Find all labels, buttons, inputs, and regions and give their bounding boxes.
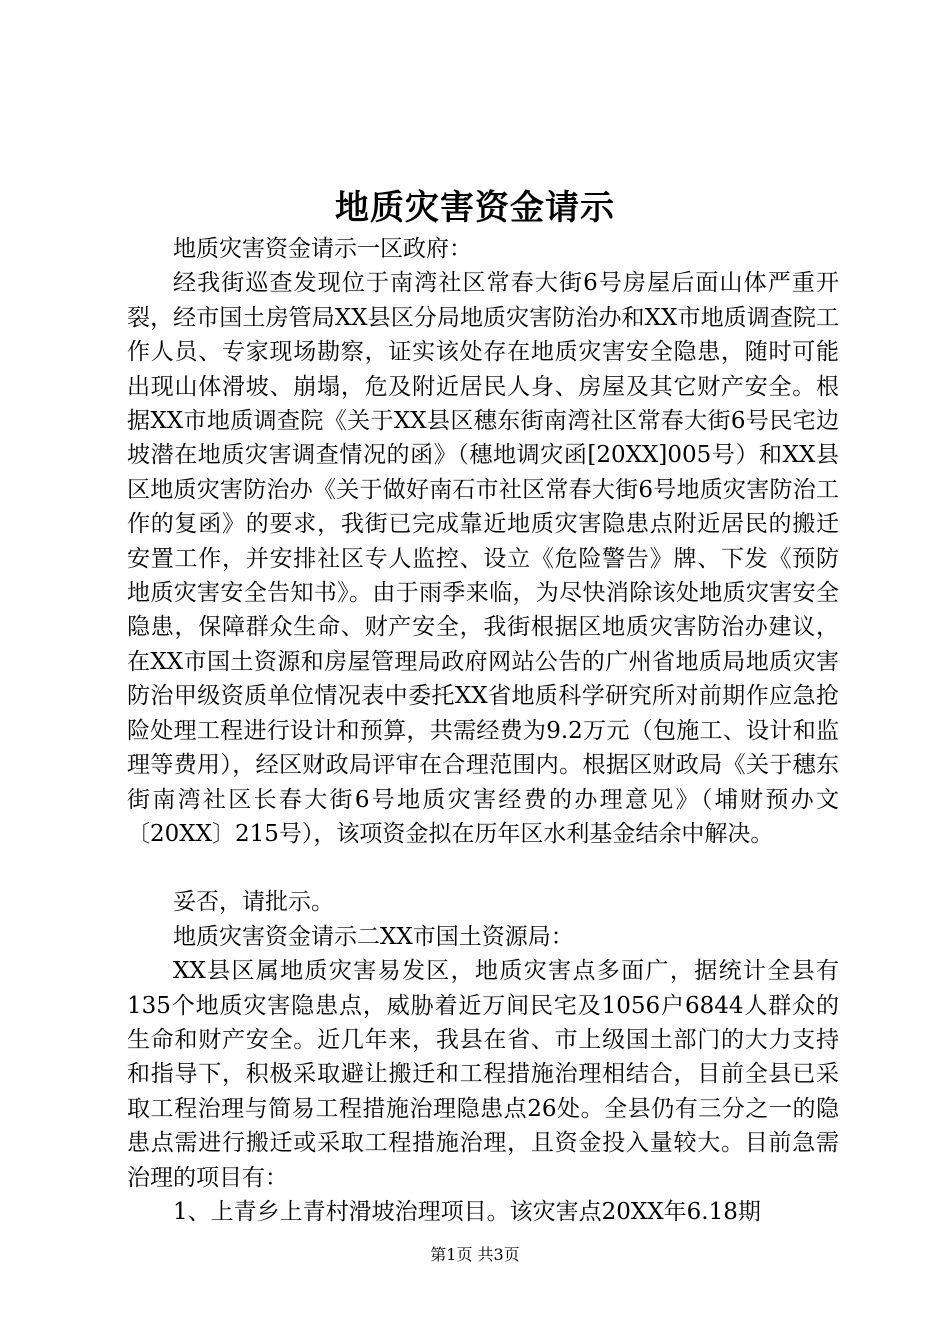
- salutation-paragraph-2: 地质灾害资金请示二XX市国土资源局：: [173, 923, 574, 950]
- document-title: 地质灾害资金请示: [335, 188, 615, 228]
- paragraph-gap: [127, 851, 839, 885]
- closing-paragraph: 妥否，请批示。: [173, 889, 334, 916]
- document-body: [127, 232, 839, 1229]
- salutation-paragraph-1: 地质灾害资金请示一区政府：: [173, 236, 472, 262]
- page-footer: 第1页 共3页: [430, 1245, 520, 1264]
- list-item-1: 1、上青乡上青村滑坡治理项目。该灾害点20XX年6.18期: [173, 1198, 761, 1225]
- body-paragraph-2: XX县区属地质灾害易发区，地质灾害点多面广，据统计全县有135个地质灾害隐患点，威胁着近万间民宅及1056户6844人群众的生命和财产安全。近几年来，我县在省、市上级国土部门的大力支持和指导下，积极采取避让搬迁和工程措施治理相结合，目前全县已采取工程治理与简易工程措施治理隐患点26处。全县仍有三分之一的隐患点需进行搬迁或采取工程措施治理，且资金投入量较大。目前急需治理的项目有：: [127, 958, 839, 1191]
- body-paragraph-1: 经我街巡查发现位于南湾社区常春大街6号房屋后面山体严重开裂，经市国土房管局XX县区分局地质灾害防治办和XX市地质调查院工作人员、专家现场勘察，证实该处存在地质灾害安全隐患，随时可能出现山体滑坡、崩塌，危及附近居民人身、房屋及其它财产安全。根据XX市地质调查院《关于XX县区穗东街南湾社区常春大街6号民宅边坡潜在地质灾害调查情况的函》（穗地调灾函[20XX]005号）和XX县区地质灾害防治办《关于做好南石市社区常春大街6号地质灾害防治工作的复函》的要求，我街已完成靠近地质灾害隐患点附近居民的搬迁安置工作，并安排社区专人监控、设立《危险警告》牌、下发《预防地质灾害安全告知书》。由于雨季来临，为尽快消除该处地质灾害安全隐患，保障群众生命、财产安全，我街根据区地质灾害防治办建议，在XX市国土资源和房屋管理局政府网站公告的广州省地质局地质灾害防治甲级资质单位情况表中委托XX省地质科学研究所对前期作应急抢险处理工程进行设计和预算，共需经费为9.2万元（包施工、设计和监理等费用），经区财政局评审在合理范围内。根据区财政局《关于穗东街南湾社区长春大街6号地质灾害经费的办理意见》（埔财预办文〔20XX〕215号），该项资金拟在历年区水利基金结余中解决。: [127, 270, 839, 847]
